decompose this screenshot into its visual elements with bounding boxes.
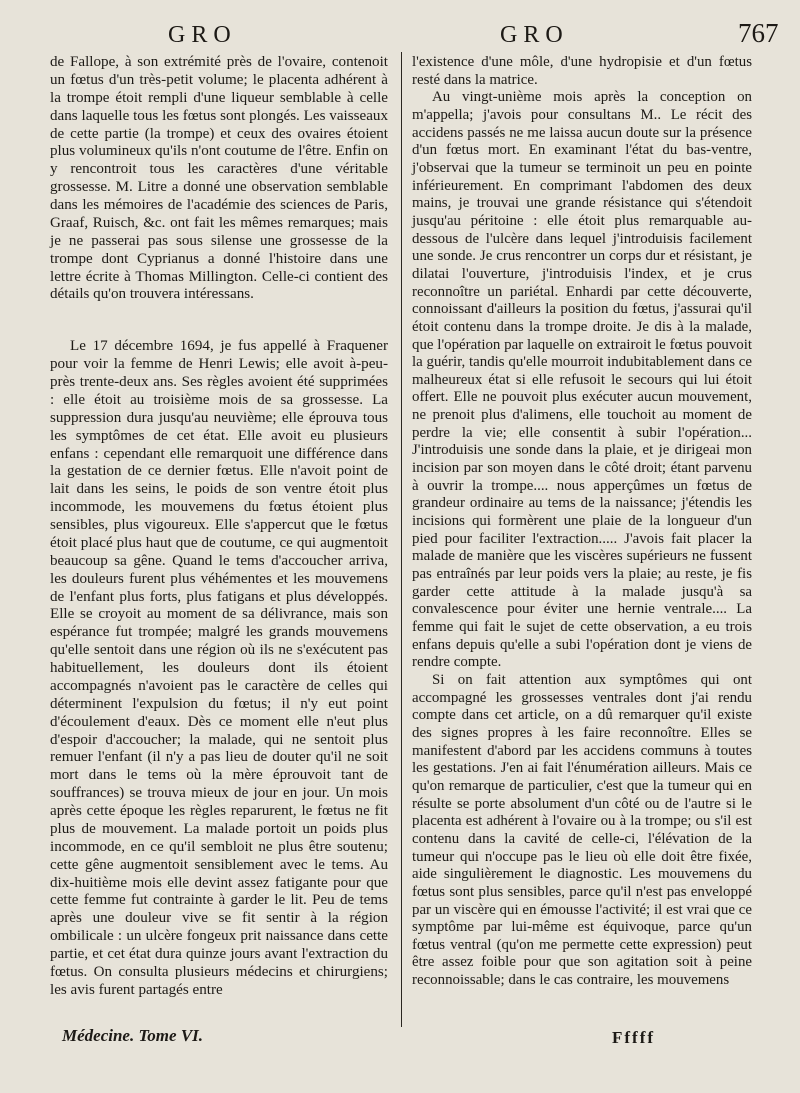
volume-footer: Médecine. Tome VI. bbox=[62, 1026, 204, 1045]
printer-signature: Fffff bbox=[612, 1028, 656, 1047]
right-paragraph-1: l'existence d'une môle, d'une hydropisie et d'un fœtus resté dans la matrice. bbox=[412, 54, 752, 88]
left-paragraph-2: Le 17 décembre 1694, je fus appellé à Fraquener pour voir la femme de Henri Lewis; elle avoit à-peu-près trente-deux ans. Ses règles avoient été supprimées : elle étoit au troisième mois de sa grossesse. La suppression dura jusqu'au neuvième; elle éprouva tous les symptômes de cet état. Elle avoit eu plusieurs enfans : cependant elle remarquoit une différence dans la gestation de ce dernier fœtus. Elle n'avoit point de lait dans les seins, le poids de son ventre étoit plus incommode, les mouvemens du fœtus étoient plus sensibles, plus vigoureux. Elle s'appercut que le fœtus étoit placé plus haut que de coutume, ce qui augmentoit beaucoup sa gêne. Quand le tems d'accoucher arriva, les douleurs furent plus véhémentes et les mouvemens de l'enfant plus forts, plus fatigans et plus développés. Elle se croyoit au moment de sa délivrance, mais son espérance fut trompée; malgré les grands mouvemens qu'elle sentoit dans une région où ils ne s'exécutent pas habituellement, les douleurs dont ils étoient accompagnés n'avoient pas le caractère de celles qui déterminent l'expulsion du fœtus; il n'y eut point d'écoulement d'eaux. Dès ce moment elle n'eut plus d'espoir d'accoucher; la malade, qui ne sentoit plus remuer l'enfant (il n'y a pas lieu de douter qu'il ne soit mort dans le tems où la mère éprouvoit tant de souffrances) se trouva mieux de jour en jour. Un mois après cette époque les règles reparurent, le fœtus ne fit plus de mouvement. La malade portoit un poids plus incommode, en ce qu'il sembloit ne plus être soutenu; cette gêne augmentoit sensiblement avec le tems. Au dix-huitième mois elle devint assez fatigante pour que cette femme fut contrainte à garder le lit. Peu de tems après une douleur vive se fit sentir à la région ombilicale : un ulcère fongeux prit naissance dans cette partie, et cet état dura quinze jours avant l'extraction du fœtus. On consulta plusieurs médecins et chirurgiens; les avis furent partagés entre bbox=[50, 338, 388, 998]
running-header bbox=[0, 18, 800, 56]
header-left-word: GRO bbox=[168, 22, 237, 48]
left-paragraph-1: de Fallope, à son extrémité près de l'ovaire, contenoit un fœtus d'un très-petit volume; le placenta adhérent à la trompe étoit rempli d'une liqueur semblable à celle dans laquelle tous les fœtus sont plongés. Les vaisseaux de cette partie (la trompe) et ceux des ovaires étoient plus volumineux qu'ils n'ont coutume de l'être. Enfin on y rencontroit tous les caractères d'une véritable grossesse. M. Litre a donné une observation semblable dans les mémoires de l'académie des sciences de Paris, Graaf, Ruisch, &c. ont fait les mêmes remarques; mais je ne passerai pas sous silense une grossesse de la trompe dont Cyprianus a donné l'histoire dans une lettre écrite à Thomas Millington. Celle-ci contient des détails qu'on trouvera intéressans. bbox=[50, 54, 388, 303]
column-divider bbox=[401, 52, 402, 1027]
page-number: 767 bbox=[738, 18, 779, 48]
header-right-word: GRO bbox=[500, 22, 569, 48]
right-paragraph-3: Si on fait attention aux symptômes qui ont accompagné les grossesses ventrales dont j'ai rendu compte dans cet article, on a dû remarquer qu'il existe des signes propres à les faire reconnoître. Elles se manifestent d'abord par les accidens communs à toutes les gestations. J'en ai fait l'énumération ailleurs. Mais ce qu'on remarque de particulier, c'est que la tumeur qui en résulte se porte absolument d'un côté ou de l'autre si le placenta est adhérent à l'ovaire ou à la trompe; ou s'il est contenu dans la cavité de celle-ci, l'élévation de la tumeur qui n'occupe pas le lieu où elle doit être fixée, aide singulièrement le diagnostic. Les mouvemens du fœtus sont plus sensibles, parce qu'il n'est pas enveloppé par un viscère qui en émousse l'activité; il est vrai que ce symptôme par lui-même est équivoque, parce qu'un fœtus ventral (qu'on me permette cette expression) peut être assez foible pour que son agitation soit à peine reconnoissable; dans le cas contraire, les mouvemens bbox=[412, 671, 752, 989]
right-column bbox=[412, 54, 752, 990]
right-paragraph-2: Au vingt-unième mois après la conception on m'appella; j'avois pour consultans M.. Le récit des accidens passés ne me laissa aucun doute sur la présence d'un fœtus mort. En examinant l'état du bas-ventre, j'observai que la tumeur se terminoit un peu en pointe inférieurement. En comprimant l'abdomen des deux mains, je trouvai une grande résistance qui s'étendoit jusqu'au péritoine : elle étoit plus remarquable au-dessous de l'ulcère dans lequel j'introduisis facilement une sonde. Je crus rencontrer un corps dur et résistant, je dilatai l'ouverture, j'introduisis l'index, et je crus reconnoître un pariétal. Enhardi par cette découverte, connoissant d'ailleurs la position du fœtus, j'assurai qu'il étoit contenu dans la trompe droite. Je dis à la malade, que l'opération par laquelle on extrairoit le fœtus pouvoit la guérir, tandis qu'elle mourroit indubitablement dans ce malheureux état si elle refusoit le secours qui lui étoit offert. Elle ne pouvoit plus exécuter aucun mouvement, ne prenoit plus d'alimens, elle touchoit au moment de perdre la vie; elle consentit à subir l'opération... J'introduisis une sonde dans la plaie, et je dirigeai mon incision par son moyen dans le côté droit; étant parvenu à ouvrir la trompe.... nous apperçûmes un fœtus de grandeur ordinaire au tems de la naissance; j'étendis les incisions qui formèrent une plaie de la longueur d'un pied pour faciliter l'extraction..... J'avois fait placer la malade de manière que les viscères supérieurs ne fussent pas entraînés par leur poids vers la plaie; au reste, je fis garder cette attitude à la malade jusqu'à sa convalescence pour éviter une hernie ventrale.... La femme qui fait le sujet de cette observation, a eu trois enfans depuis qu'elle a subi l'opération dont je viens de rendre compte. bbox=[412, 89, 752, 671]
left-column bbox=[50, 54, 388, 1000]
